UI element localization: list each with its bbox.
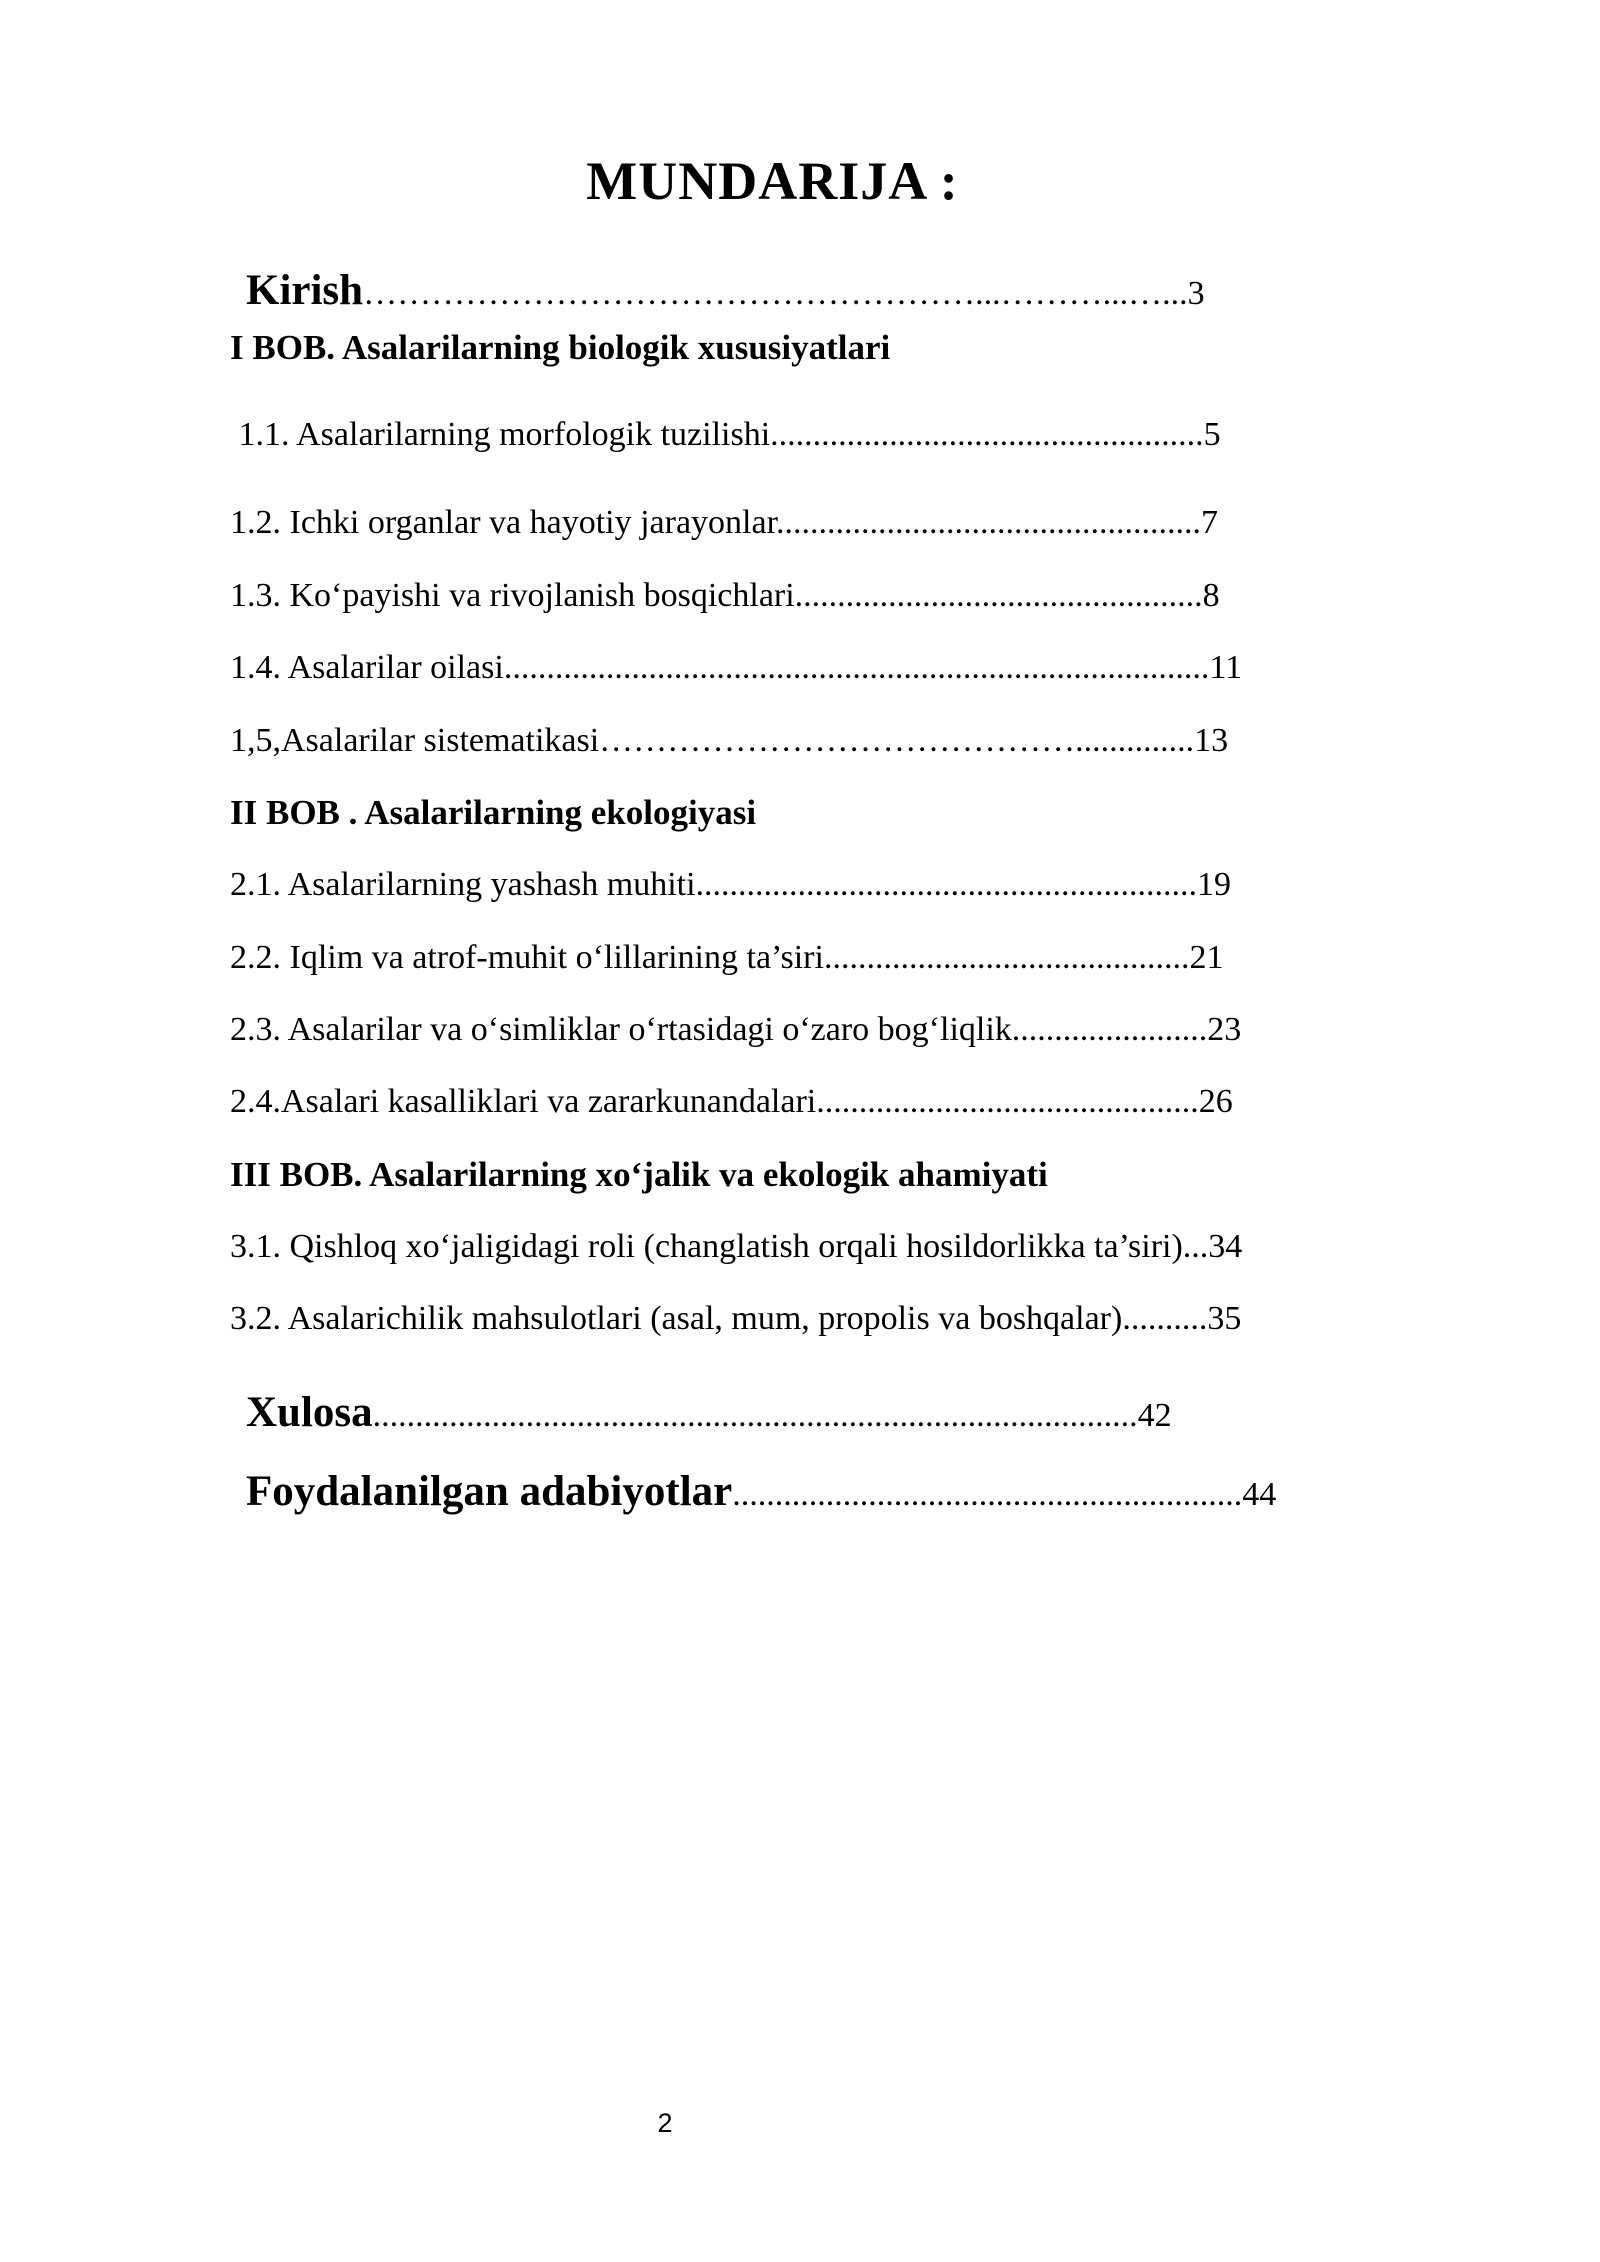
toc-chapter-3: III BOB. Asalarilarning xo‘jalik va ekologik ahamiyati xyxy=(230,1155,1048,1194)
toc-entry-2-1: 2.1. Asalarilarning yashash muhiti...........................................................19 xyxy=(230,866,1232,903)
toc-entry-1-2: 1.2. Ichki organlar va hayotiy jarayonlar..................................................7 xyxy=(230,504,1219,541)
toc-entry-label: Xulosa xyxy=(246,1389,373,1436)
toc-entry-label: Kirish xyxy=(246,267,364,314)
toc-chapter-1: I BOB. Asalarilarning biologik xususiyatlari xyxy=(230,328,891,367)
page-title: MUNDARIJA : xyxy=(586,151,959,211)
toc-entry-adabiyotlar xyxy=(230,1449,1276,1534)
toc-entry-1-3: 1.3. Ko‘payishi va rivojlanish bosqichlari................................................8 xyxy=(230,577,1220,614)
toc-entry-2-4: 2.4.Asalari kasalliklari va zararkunandalari.............................................26 xyxy=(230,1083,1233,1120)
toc-entry-3-2: 3.2. Asalarichilik mahsulotlari (asal, mum, propolis va boshqalar)..........35 xyxy=(230,1300,1242,1337)
page-number: 2 xyxy=(657,2108,673,2138)
toc-entry-2-3: 2.3. Asalarilar va o‘simliklar o‘rtasidagi o‘zaro bog‘liqlik.......................23 xyxy=(230,1011,1242,1048)
toc-entry-kirish xyxy=(230,248,1205,333)
toc-entry-leader: ............................................................44 xyxy=(732,1476,1277,1513)
toc-entry-1-1: 1.1. Asalarilarning morfologik tuzilishi...................................................5 xyxy=(230,416,1221,453)
toc-entry-3-1: 3.1. Qishloq xo‘jaligidagi roli (changlatish orqali hosildorlikka ta’siri)...34 xyxy=(230,1228,1243,1265)
toc-entry-1-4: 1.4. Asalarilar oilasi...................................................................................11 xyxy=(230,649,1243,686)
toc-chapter-2: II BOB . Asalarilarning ekologiyasi xyxy=(230,793,757,832)
toc-entry-leader: ..........................................................................................42 xyxy=(372,1397,1172,1434)
toc-entry-leader: ………………………………………………...………...…...3 xyxy=(363,275,1205,312)
toc-entry-1-5: 1,5,Asalarilar sistematikasi……………………………………..............13 xyxy=(230,722,1229,759)
toc-entry-xulosa xyxy=(230,1370,1172,1455)
toc-entry-2-2: 2.2. Iqlim va atrof-muhit o‘lillarining ta’siri...........................................21 xyxy=(230,939,1224,976)
toc-entry-label: Foydalanilgan adabiyotlar xyxy=(246,1468,733,1515)
